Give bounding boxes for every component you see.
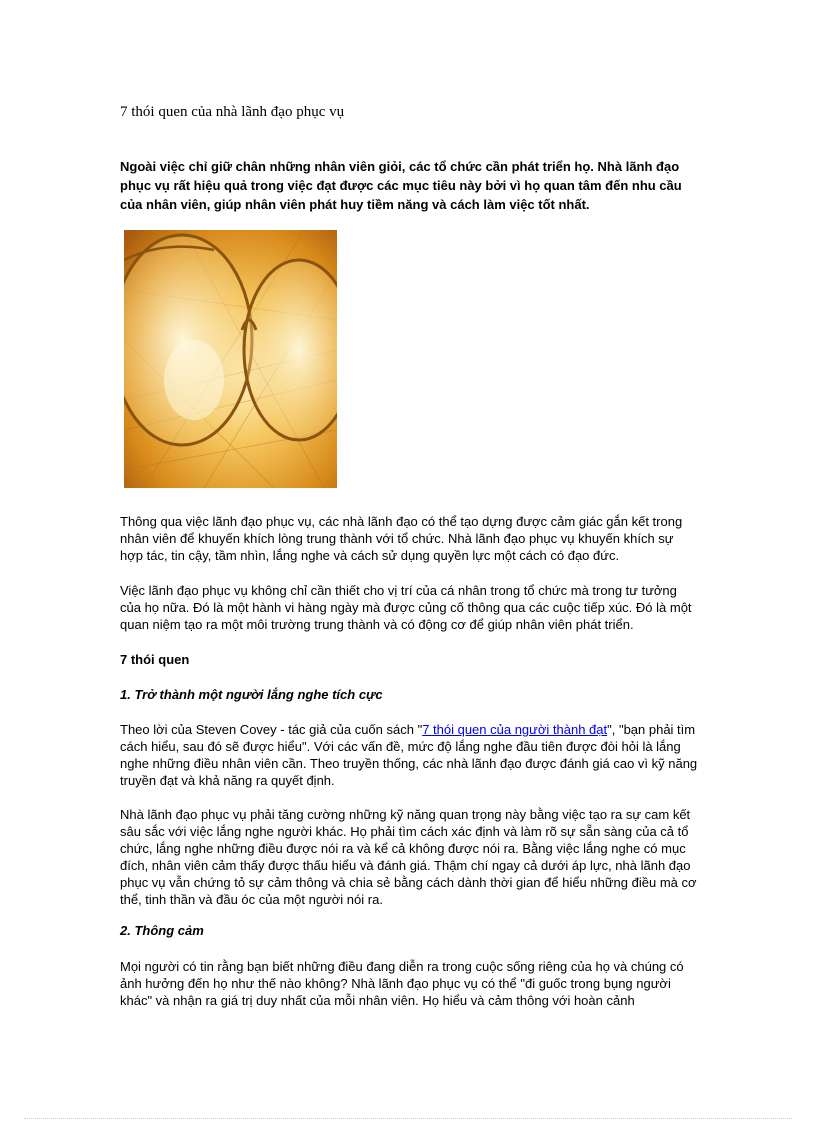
page-bottom-divider: [24, 1118, 792, 1119]
habit-1-paragraph-1: [120, 721, 700, 789]
habit-1-paragraph-2: Nhà lãnh đạo phục vụ phải tăng cường những kỹ năng quan trọng này bằng việc tạo ra sự cam kết sâu sắc với việc lắng nghe người khác. Họ phải tìm cách xác định và làm rõ sự sẵn sàng của cả tổ chức, lắng nghe những điều được nói ra và kể cả không được nói ra. Bằng việc lắng nghe có mục đích, nhân viên cảm thấy được thấu hiểu và đánh giá. Thậm chí ngay cả dưới áp lực, nhà lãnh đạo phục vụ vẫn chứng tỏ sự cảm thông và chia sẻ bằng cách dành thời gian để hiểu những điều mà cơ thể, tinh thần và đầu óc của một người nói ra.: [120, 807, 697, 907]
habit-1-text-before-link: Theo lời của Steven Covey - tác giả của cuốn sách ": [120, 722, 423, 737]
book-link[interactable]: 7 thói quen của người thành đạt: [422, 722, 608, 737]
eyeglasses-on-map-photo-icon: [124, 230, 337, 488]
article-title: 7 thói quen của nhà lãnh đạo phục vụ: [120, 104, 345, 120]
article-intro: Ngoài việc chỉ giữ chân những nhân viên giỏi, các tổ chức cần phát triển họ. Nhà lãnh đạo phục vụ rất hiệu quả trong việc đạt được các mục tiêu này bởi vì họ quan tâm đến nhu cầu của nhân viên, giúp nhân viên phát huy tiềm năng và cách làm việc tốt nhất.: [120, 159, 682, 212]
section-heading-habits: 7 thói quen: [120, 652, 190, 667]
habit-1-text-after-link: ", "bạn phải tìm cách hiểu, sau đó sẽ được hiểu". Với các vấn đề, mức độ lắng nghe đầu tiên được đòi hỏi là lắng nghe những điều nhân viên cần. Theo truyền thống, các nhà lãnh đạo được đánh giá cao vì kỹ năng truyền đạt và khả năng ra quyết định.: [120, 722, 698, 788]
paragraph-daily-behavior: Việc lãnh đạo phục vụ không chỉ cần thiết cho vị trí của cá nhân trong tổ chức mà trong tư tưởng của họ nữa. Đó là một hành vi hàng ngày mà được củng cố thông qua các cuộc tiếp xúc. Đó là một quan niệm tạo ra một môi trường trung thành và có động cơ để giúp nhân viên phát triển.: [120, 583, 692, 632]
habit-2-heading: 2. Thông cảm: [120, 923, 204, 938]
paragraph-servant-leadership: Thông qua việc lãnh đạo phục vụ, các nhà lãnh đạo có thể tạo dựng được cảm giác gắn kết trong nhân viên để khuyến khích lòng trung thành với tổ chức. Nhà lãnh đạo phục vụ khuyến khích sự hợp tác, tin cậy, tầm nhìn, lắng nghe và cách sử dụng quyền lực một cách có đạo đức.: [120, 514, 683, 563]
eyeglasses-photo: [124, 230, 337, 488]
habit-2-paragraph-1: Mọi người có tin rằng bạn biết những điều đang diễn ra trong cuộc sống riêng của họ và chúng có ảnh hưởng đến họ như thế nào không? Nhà lãnh đạo phục vụ có thể "đi guốc trong bụng người khác" và nhận ra giá trị duy nhất của mỗi nhân viên. Họ hiểu và cảm thông với hoàn cảnh: [120, 959, 684, 1008]
habit-1-heading: 1. Trở thành một người lắng nghe tích cực: [120, 687, 383, 702]
